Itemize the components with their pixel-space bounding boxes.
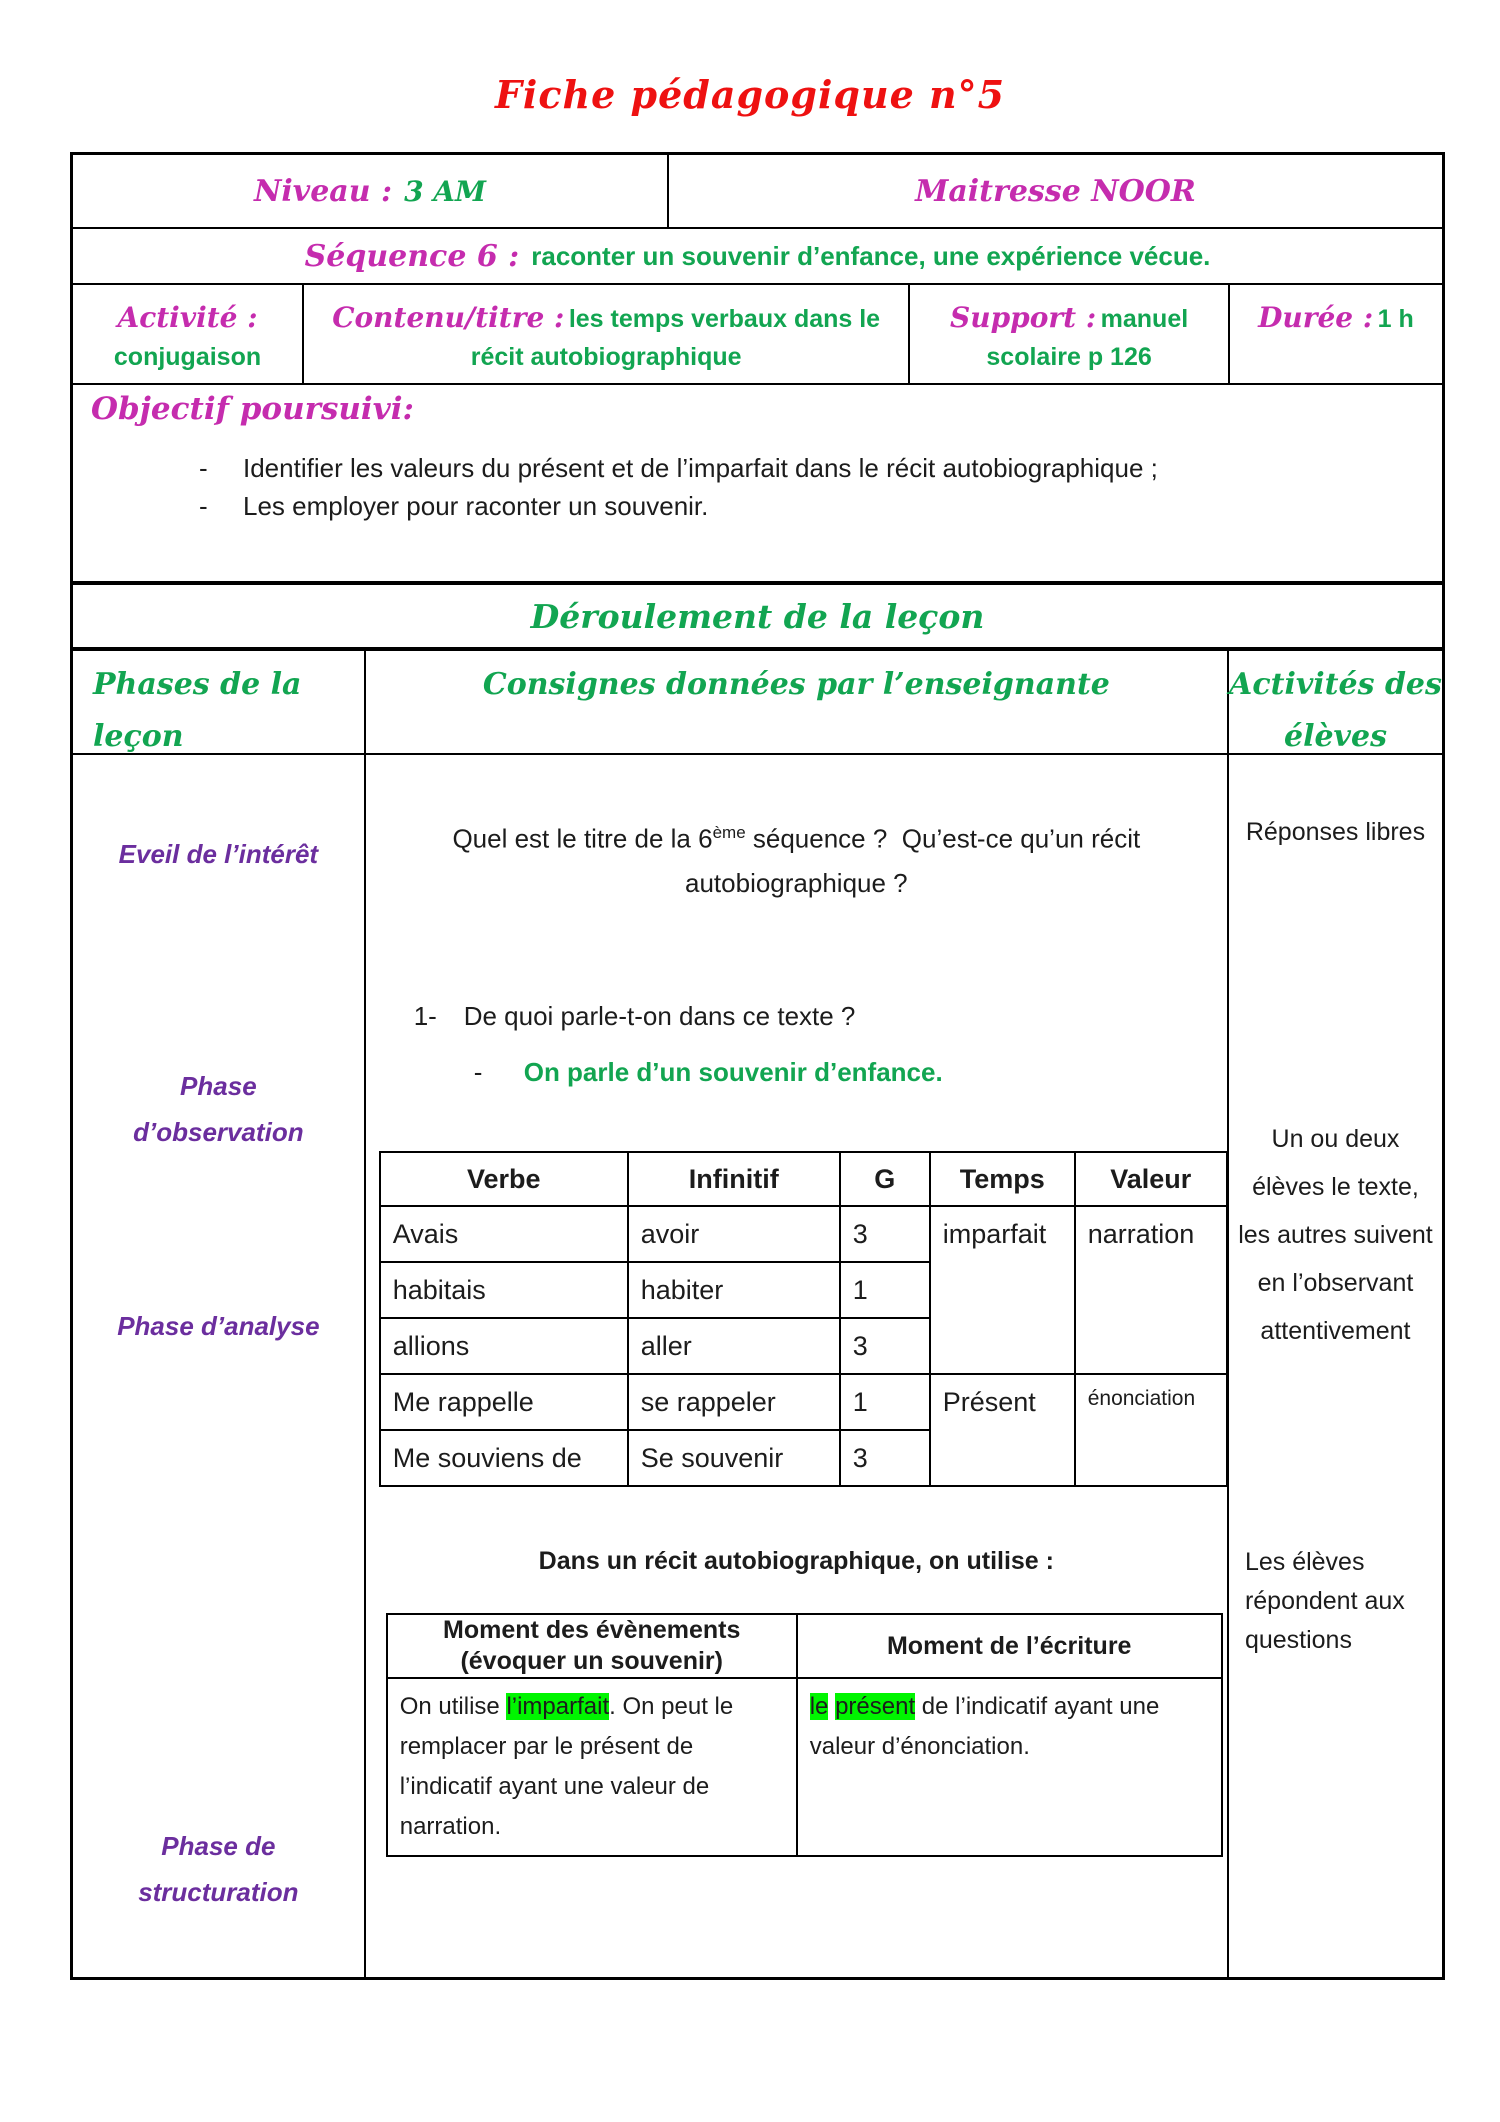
row-lesson-content (73, 753, 1442, 1977)
highlighted-imparfait: l’imparfait (506, 1693, 610, 1720)
objectif-item (199, 453, 1442, 484)
verb-table-header: Infinitif (628, 1152, 840, 1206)
verbe-cell: Me souviens de (380, 1430, 628, 1486)
row-deroulement (73, 581, 1442, 647)
verb-table-header-row (380, 1152, 1227, 1206)
question-number: 1- (413, 1001, 437, 1031)
cell-niveau (73, 155, 667, 227)
col-header-activites: Activités des élèves (1227, 651, 1442, 753)
phase-analyse: Phase d’analyse (117, 1311, 320, 1341)
phases-column (73, 755, 364, 1977)
duree-label: Durée : (1258, 301, 1374, 334)
moments-evenements-text: On utilise l’imparfait. On peut le remplacer par le présent de l’indicatif ayant une valeur de narration. (387, 1678, 797, 1856)
verb-table-header: Valeur (1075, 1152, 1227, 1206)
main-table (70, 152, 1445, 1980)
contenu-value: les temps verbaux dans le récit autobiographique (470, 305, 881, 371)
intro-question: Quel est le titre de la 6ème séquence ? Qu’est-ce qu’un récit autobiographique ? (452, 823, 1141, 898)
row-column-headers (73, 647, 1442, 753)
verbe-cell: Avais (380, 1206, 628, 1262)
infinitif-cell: aller (628, 1318, 840, 1374)
valeur-cell: énonciation (1075, 1374, 1227, 1486)
moments-header-ecriture: Moment de l’écriture (797, 1614, 1222, 1678)
objectif-item-text: Identifier les valeurs du présent et de l’imparfait dans le récit autobiographique ; (243, 453, 1158, 483)
answer-1 (474, 1057, 943, 1088)
dash-bullet: - (473, 1057, 483, 1087)
dash-bullet: - (199, 491, 208, 521)
superscript-eme: ème (712, 823, 746, 842)
objectif-heading: Objectif poursuivi: (91, 391, 414, 427)
duree-value: 1 h (1377, 305, 1414, 333)
dash-bullet: - (199, 453, 208, 483)
infinitif-cell: se rappeler (628, 1374, 840, 1430)
col-header-phases: Phases de la leçon (93, 667, 302, 754)
highlighted-le: le (809, 1693, 829, 1720)
groupe-cell: 1 (840, 1374, 930, 1430)
question-1 (414, 1001, 856, 1032)
objectif-list (91, 453, 1442, 522)
verbe-cell: Me rappelle (380, 1374, 628, 1430)
activite-label: Activité : (117, 301, 258, 334)
infinitif-cell: habiter (628, 1262, 840, 1318)
objectif-item (199, 491, 1442, 522)
cell-duree (1228, 285, 1442, 383)
temps-cell: imparfait (930, 1206, 1075, 1374)
temps-cell: Présent (930, 1374, 1075, 1486)
phase-observation: Phase d’observation (133, 1071, 304, 1147)
moments-table (386, 1613, 1223, 1857)
infinitif-cell: Se souvenir (628, 1430, 840, 1486)
valeur-cell: narration (1075, 1206, 1227, 1374)
highlighted-present: présent (835, 1693, 916, 1720)
cell-contenu (302, 285, 908, 383)
support-value: manuel scolaire p 126 (986, 305, 1189, 371)
activite-observation: Un ou deux élèves le texte, les autres suivent en l’observant attentivement (1238, 1125, 1433, 1345)
activite-value: conjugaison (113, 343, 262, 371)
verb-table-header: G (840, 1152, 930, 1206)
row-activite (73, 283, 1442, 383)
infinitif-cell: avoir (628, 1206, 840, 1262)
verb-table-row (380, 1206, 1227, 1262)
verbe-cell: allions (380, 1318, 628, 1374)
deroulement-heading: Déroulement de la leçon (530, 596, 985, 636)
cell-activite (73, 285, 302, 383)
sequence-label: Séquence 6 : (304, 238, 520, 274)
consignes-column (364, 755, 1227, 1977)
answer-text: On parle d’un souvenir d’enfance. (523, 1057, 943, 1087)
verb-table-header: Verbe (380, 1152, 628, 1206)
activites-column (1227, 755, 1442, 1977)
sequence-text: raconter un souvenir d’enfance, une expérience vécue. (531, 240, 1211, 271)
phase-eveil: Eveil de l’intérêt (118, 839, 319, 869)
moments-table-header-row (387, 1614, 1222, 1678)
row-niveau (73, 155, 1442, 227)
contenu-label: Contenu/titre : (332, 301, 565, 334)
cell-support (908, 285, 1228, 383)
niveau-label: Niveau : (253, 173, 393, 209)
col-header-consignes: Consignes données par l’enseignante (364, 651, 1227, 753)
verbe-cell: habitais (380, 1262, 628, 1318)
question-text: De quoi parle-t-on dans ce texte ? (463, 1001, 856, 1031)
support-label: Support : (950, 301, 1097, 334)
usage-heading: Dans un récit autobiographique, on utilise : (538, 1547, 1054, 1575)
groupe-cell: 3 (840, 1430, 930, 1486)
row-objectif (73, 383, 1442, 581)
groupe-cell: 1 (840, 1262, 930, 1318)
page-title: Fiche pédagogique n°5 (494, 72, 1006, 117)
activite-questions: Les élèves répondent aux questions (1244, 1548, 1405, 1654)
verb-table (379, 1151, 1228, 1487)
moments-table-body-row (387, 1678, 1222, 1856)
moments-header-evenements: Moment des évènements (évoquer un souvenir) (387, 1614, 797, 1678)
niveau-value: 3 AM (404, 174, 487, 208)
groupe-cell: 3 (840, 1206, 930, 1262)
cell-teacher (667, 155, 1442, 227)
activite-reponses: Réponses libres (1245, 818, 1426, 846)
teacher-name: Maitresse NOOR (915, 173, 1196, 209)
moments-ecriture-text: le présent de l’indicatif ayant une valeur d’énonciation. (797, 1678, 1222, 1856)
row-sequence (73, 227, 1442, 283)
groupe-cell: 3 (840, 1318, 930, 1374)
verb-table-row (380, 1374, 1227, 1430)
phase-structuration: Phase de structuration (138, 1831, 299, 1907)
verb-table-header: Temps (930, 1152, 1075, 1206)
objectif-item-text: Les employer pour raconter un souvenir. (243, 491, 709, 521)
